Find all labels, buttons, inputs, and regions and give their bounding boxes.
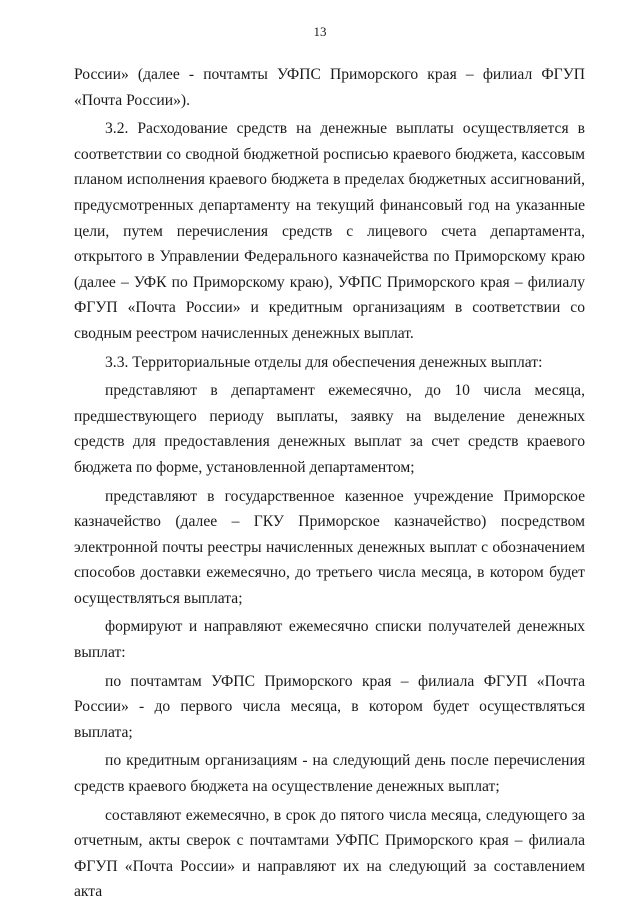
paragraph-3-2: 3.2. Расходование средств на денежные выплаты осуществляется в соответствии со сводной бюджетной росписью краевого бюджета, кассовым планом исполнения краевого бюджета в пределах бюджетных ассигнований, предусмотренных департаменту на текущий финансовый год на указанные цели, путем перечисления средств с лицевого счета департамента, открытого в Управлении Федерального казначейства по Приморскому краю (далее – УФК по Приморскому краю), УФПС Приморского края – филиалу ФГУП «Почта России» и кредитным организациям в соответствии со сводным реестром начисленных денежных выплат. (74, 120, 585, 342)
paragraph-submit-request: представляют в департамент ежемесячно, до 10 числа месяца, предшествующего периоду выплаты, заявку на выделение денежных средств для предоставления денежных выплат за счет средств краевого бюджета по форме, установленной департаментом; (74, 382, 585, 476)
paragraph-credit-organizations: по кредитным организациям - на следующий день после перечисления средств краевого бюджета на осуществление денежных выплат; (74, 752, 585, 796)
document-body (74, 62, 585, 908)
paragraph-3-3: 3.3. Территориальные отделы для обеспечения денежных выплат: (105, 353, 543, 371)
paragraph-post-offices: по почтамтам УФПС Приморского края – филиала ФГУП «Почта России» - до первого числа месяца, в котором будет осуществляться выплата; (74, 672, 585, 741)
paragraph-submit-registers: представляют в государственное казенное учреждение Приморское казначейство (далее – ГКУ Приморское казначейство) посредством электронной почты реестры начисленных денежных выплат с обозначением способов доставки ежемесячно, до третьего числа месяца, в котором будет осуществляться выплата; (74, 487, 585, 607)
paragraph-form-lists: формируют и направляют ежемесячно списки получателей денежных выплат: (74, 618, 585, 662)
page-number: 13 (313, 24, 327, 39)
paragraph-continuation: России» (далее - почтамты УФПС Приморского края – филиал ФГУП «Почта России»). (74, 66, 585, 109)
paragraph-reconciliation-acts: составляют ежемесячно, в срок до пятого числа месяца, следующего за отчетным, акты сверок с почтамтами УФПС Приморского края – филиала ФГУП «Почта России» и направляют их на следующий за составлением акта (74, 806, 585, 901)
